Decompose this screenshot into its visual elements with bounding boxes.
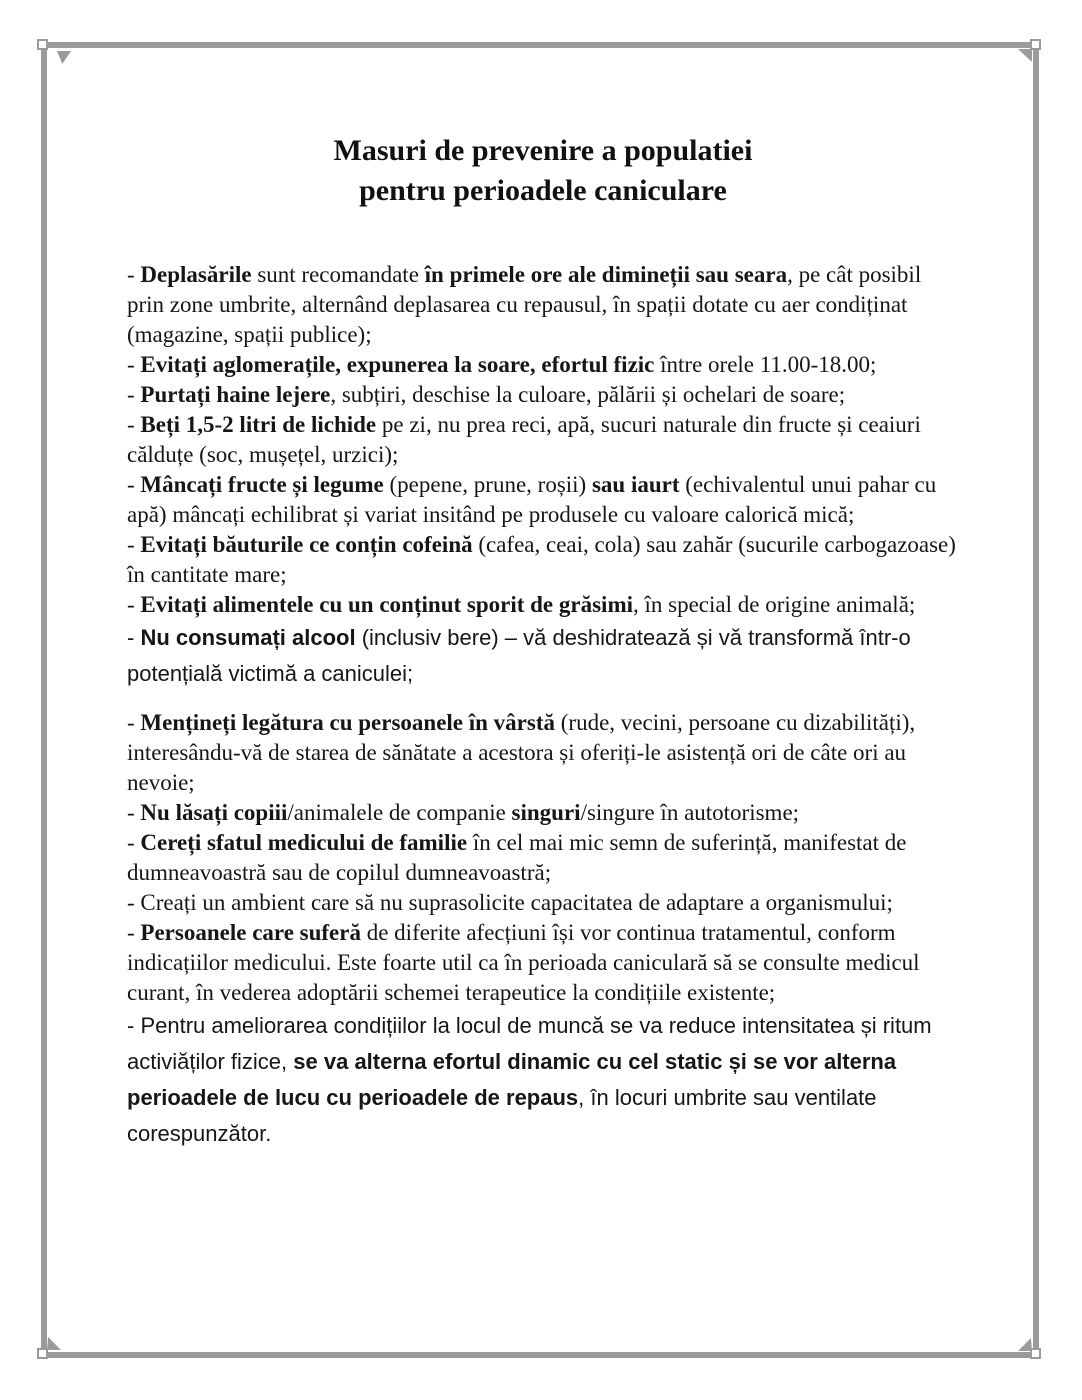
text-run: sau iaurt [591, 472, 680, 497]
text-run: /animalele de companie [287, 800, 512, 825]
text-run: în primele ore ale dimineții sau seara [424, 262, 788, 287]
text-run: Deplasările [140, 262, 252, 287]
text-run: între orele 11.00-18.00; [654, 352, 877, 377]
paragraph [127, 470, 959, 530]
text-run: sunt recomandate [251, 262, 425, 287]
text-run: - [127, 920, 141, 945]
text-run: - [127, 800, 141, 825]
title-line-2: pentru perioadele caniculare [359, 174, 727, 207]
text-run: Nu consumați alcool [140, 625, 356, 650]
paragraph [127, 620, 959, 692]
text-run: - Pentru ameliorarea condițiilor la locul de muncă se va reduce intensitatea și ritum activiăților fizice, [127, 1013, 932, 1074]
text-run: Evitați alimentele cu un conținut sporit de grăsimi [140, 592, 633, 617]
title-line-1: Masuri de prevenire a populatiei [333, 134, 753, 167]
text-run: Cereți sfatul medicului de familie [140, 830, 468, 855]
document-body [127, 260, 959, 1152]
text-run: , pe cât posibil prin zone umbrite, alternând deplasarea cu repausul, în spații dotate cu aer condiținat (magazine, spații publice); [127, 262, 922, 347]
text-run: se va alterna efortul dinamic cu cel static și se vor alterna perioadele de lucu cu perioadele de repaus [127, 1049, 897, 1110]
text-run: - [127, 532, 141, 557]
text-run: (echivalentul unui pahar cu apă) mâncați echilibrat și variat insitând pe produsele cu valoare calorică mică; [127, 472, 937, 527]
paragraph [127, 918, 959, 1008]
text-run: (cafea, ceai, cola) sau zahăr (sucurile carbogazoase) în cantitate mare; [127, 532, 956, 587]
text-run: - [127, 352, 141, 377]
text-run: - [127, 710, 141, 735]
text-run: Beți 1,5-2 litri de lichide [140, 412, 377, 437]
text-run: - [127, 382, 141, 407]
text-run: (inclusiv bere) – vă deshidratează și vă transformă într-o potențială victimă a caniculei; [127, 625, 911, 686]
paragraph [127, 530, 959, 590]
text-run: - [127, 262, 141, 287]
border-corner-square-top-left [37, 39, 48, 50]
text-run: /singure în autotorisme; [580, 800, 800, 825]
paragraph [127, 798, 959, 828]
text-run: Persoanele care suferă [140, 920, 361, 945]
text-run: - [127, 412, 141, 437]
text-run: , în special de origine animală; [633, 592, 916, 617]
text-run: Mâncați fructe și legume [140, 472, 384, 497]
text-run: - [127, 592, 141, 617]
text-run: (pepene, prune, roșii) [383, 472, 592, 497]
text-run: (rude, vecini, persoane cu dizabilități), interesându-vă de starea de sănătate a acestora și oferiți-le asistență ori de câte ori au nevoie; [127, 710, 916, 795]
text-run: în cel mai mic semn de suferință, manifestat de dumneavoastră sau de copilul dumneavoastră; [127, 830, 907, 885]
paragraph [127, 1008, 959, 1152]
border-corner-square-bottom-left [37, 1348, 48, 1359]
paragraph [127, 708, 959, 798]
border-corner-square-top-right [1030, 39, 1041, 50]
document-content [127, 0, 959, 1152]
paragraph [127, 828, 959, 888]
text-run: singuri [511, 800, 581, 825]
text-run: - [127, 830, 141, 855]
paragraph [127, 350, 959, 380]
document-title [127, 131, 959, 211]
text-run: Purtați haine lejere [140, 382, 331, 407]
text-run: - [127, 472, 141, 497]
paragraph [127, 410, 959, 470]
paragraph [127, 888, 959, 918]
text-run: Nu lăsați copiii [140, 800, 288, 825]
text-run: Evitați băuturile ce conțin cofeină [140, 532, 473, 557]
text-run: Mențineți legătura cu persoanele în vârstă [140, 710, 555, 735]
paragraph [127, 380, 959, 410]
text-run: - [127, 625, 141, 650]
text-run: Evitați aglomerațile, expunerea la soare, efortul fizic [140, 352, 655, 377]
text-run: - Creați un ambient care să nu suprasolicite capacitatea de adaptare a organismului; [127, 890, 893, 915]
text-run: de diferite afecțiuni își vor continua tratamentul, conform indicațiilor medicului. Este foarte util ca în perioada caniculară să se consulte medicul curant, în vederea adoptării schemei terapeutice la condițiile existente; [127, 920, 920, 1005]
paragraph [127, 590, 959, 620]
text-run: pe zi, nu prea reci, apă, sucuri naturale din fructe și ceaiuri călduțe (soc, mușețel, urzici); [127, 412, 921, 467]
text-run: , subțiri, deschise la culoare, pălării și ochelari de soare; [330, 382, 846, 407]
text-run: , în locuri umbrite sau ventilate corespunzător. [127, 1085, 877, 1146]
paragraph [127, 260, 959, 350]
